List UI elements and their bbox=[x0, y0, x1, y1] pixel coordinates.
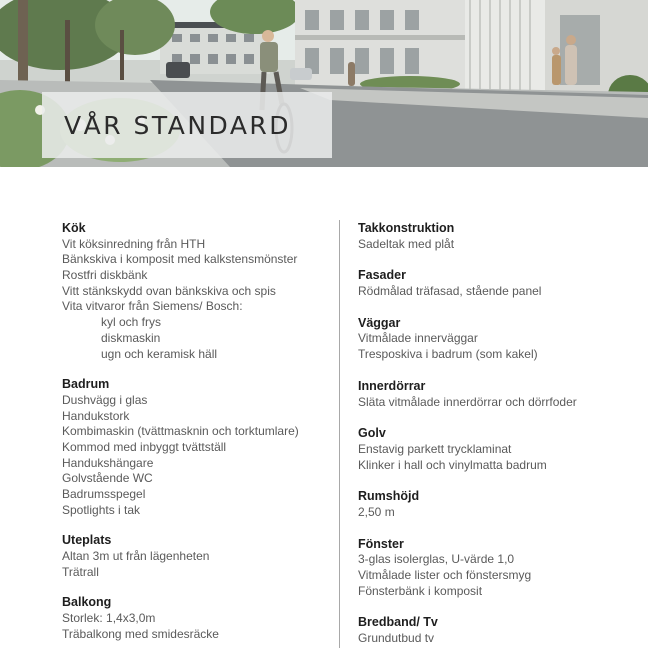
spec-section bbox=[358, 489, 640, 520]
spec-section bbox=[62, 595, 334, 642]
spec-line: Badrumsspegel bbox=[62, 487, 146, 501]
section-heading: Fönster bbox=[358, 536, 404, 551]
spec-line: Släta vitmålade innerdörrar och dörrfoder bbox=[358, 394, 577, 409]
section-heading: Takkonstruktion bbox=[358, 221, 455, 235]
spec-line: 3-glas isolerglas, U-värde 1,0 bbox=[358, 552, 515, 567]
spec-line: Tresposkiva i badrum (som kakel) bbox=[358, 347, 538, 362]
spec-line: Rostfri diskbänk bbox=[62, 268, 148, 283]
spec-section bbox=[62, 377, 334, 518]
spec-line: Bänkskiva i komposit med kalkstensmönster bbox=[62, 252, 298, 267]
section-heading: Golv bbox=[358, 426, 386, 441]
spec-section bbox=[358, 316, 640, 363]
spec-line: Vitmålade innerväggar bbox=[358, 331, 478, 346]
spec-line: Enstavig parkett trycklaminat bbox=[358, 441, 512, 456]
spec-section bbox=[62, 533, 334, 580]
spec-line: Vitmålade lister och fönstersmyg bbox=[358, 568, 532, 582]
spec-line: 2,50 m bbox=[358, 504, 395, 519]
spec-line: Kombimaskin (tvättmasknin och torktumlare) bbox=[62, 424, 299, 439]
hero-image bbox=[0, 0, 648, 167]
section-heading: Rumshöjd bbox=[358, 489, 420, 504]
spec-line: Spotlights i tak bbox=[62, 502, 141, 517]
spec-line: Grundutbud tv bbox=[358, 631, 435, 646]
spec-section bbox=[358, 426, 640, 473]
spec-line: Rödmålad träfasad, stående panel bbox=[358, 284, 542, 299]
spec-section bbox=[358, 268, 640, 299]
spec-section bbox=[358, 615, 640, 646]
section-heading: Fasader bbox=[358, 268, 406, 283]
spec-line: Kommod med inbyggt tvättställ bbox=[62, 439, 227, 454]
section-heading: Innerdörrar bbox=[358, 378, 426, 393]
left-column bbox=[62, 221, 334, 643]
section-heading: Badrum bbox=[62, 377, 110, 392]
spec-line: Vitt stänkskydd ovan bänkskiva och spis bbox=[62, 283, 276, 298]
section-heading: Bredband/ Tv bbox=[358, 615, 438, 630]
spec-line: ugn och keramisk häll bbox=[101, 346, 218, 361]
spec-line: Altan 3m ut från lägenheten bbox=[62, 549, 210, 564]
spec-line: Sadeltak med plåt bbox=[358, 236, 455, 251]
spec-section bbox=[62, 221, 334, 362]
section-heading: Uteplats bbox=[62, 533, 112, 548]
section-heading: Kök bbox=[62, 221, 86, 235]
spec-line: diskmaskin bbox=[101, 330, 161, 345]
spec-line: Dushvägg i glas bbox=[62, 392, 148, 407]
spec-line: Trätrall bbox=[62, 564, 99, 579]
column-divider bbox=[339, 220, 340, 648]
spec-line: Vit köksinredning från HTH bbox=[62, 236, 206, 251]
spec-section bbox=[358, 379, 640, 410]
spec-line: Träbalkong med smidesräcke bbox=[62, 626, 219, 641]
spec-line: Storlek: 1,4x3,0m bbox=[62, 611, 156, 626]
spec-line: Klinker i hall och vinylmatta badrum bbox=[358, 457, 547, 472]
page-title: VÅR STANDARD bbox=[64, 110, 292, 140]
right-column bbox=[358, 221, 640, 647]
spec-line: Vita vitvaror från Siemens/ Bosch: bbox=[62, 299, 243, 314]
spec-line: Fönsterbänk i komposit bbox=[358, 583, 483, 598]
section-heading: Väggar bbox=[358, 315, 401, 330]
spec-line: Golvstående WC bbox=[62, 471, 153, 486]
spec-line: kyl och frys bbox=[101, 315, 162, 330]
spec-section bbox=[358, 221, 640, 252]
spec-line: Handukshängare bbox=[62, 455, 154, 470]
section-heading: Balkong bbox=[62, 595, 112, 610]
spec-line: Handukstork bbox=[62, 408, 130, 423]
title-banner bbox=[42, 92, 332, 158]
spec-section bbox=[358, 537, 640, 600]
